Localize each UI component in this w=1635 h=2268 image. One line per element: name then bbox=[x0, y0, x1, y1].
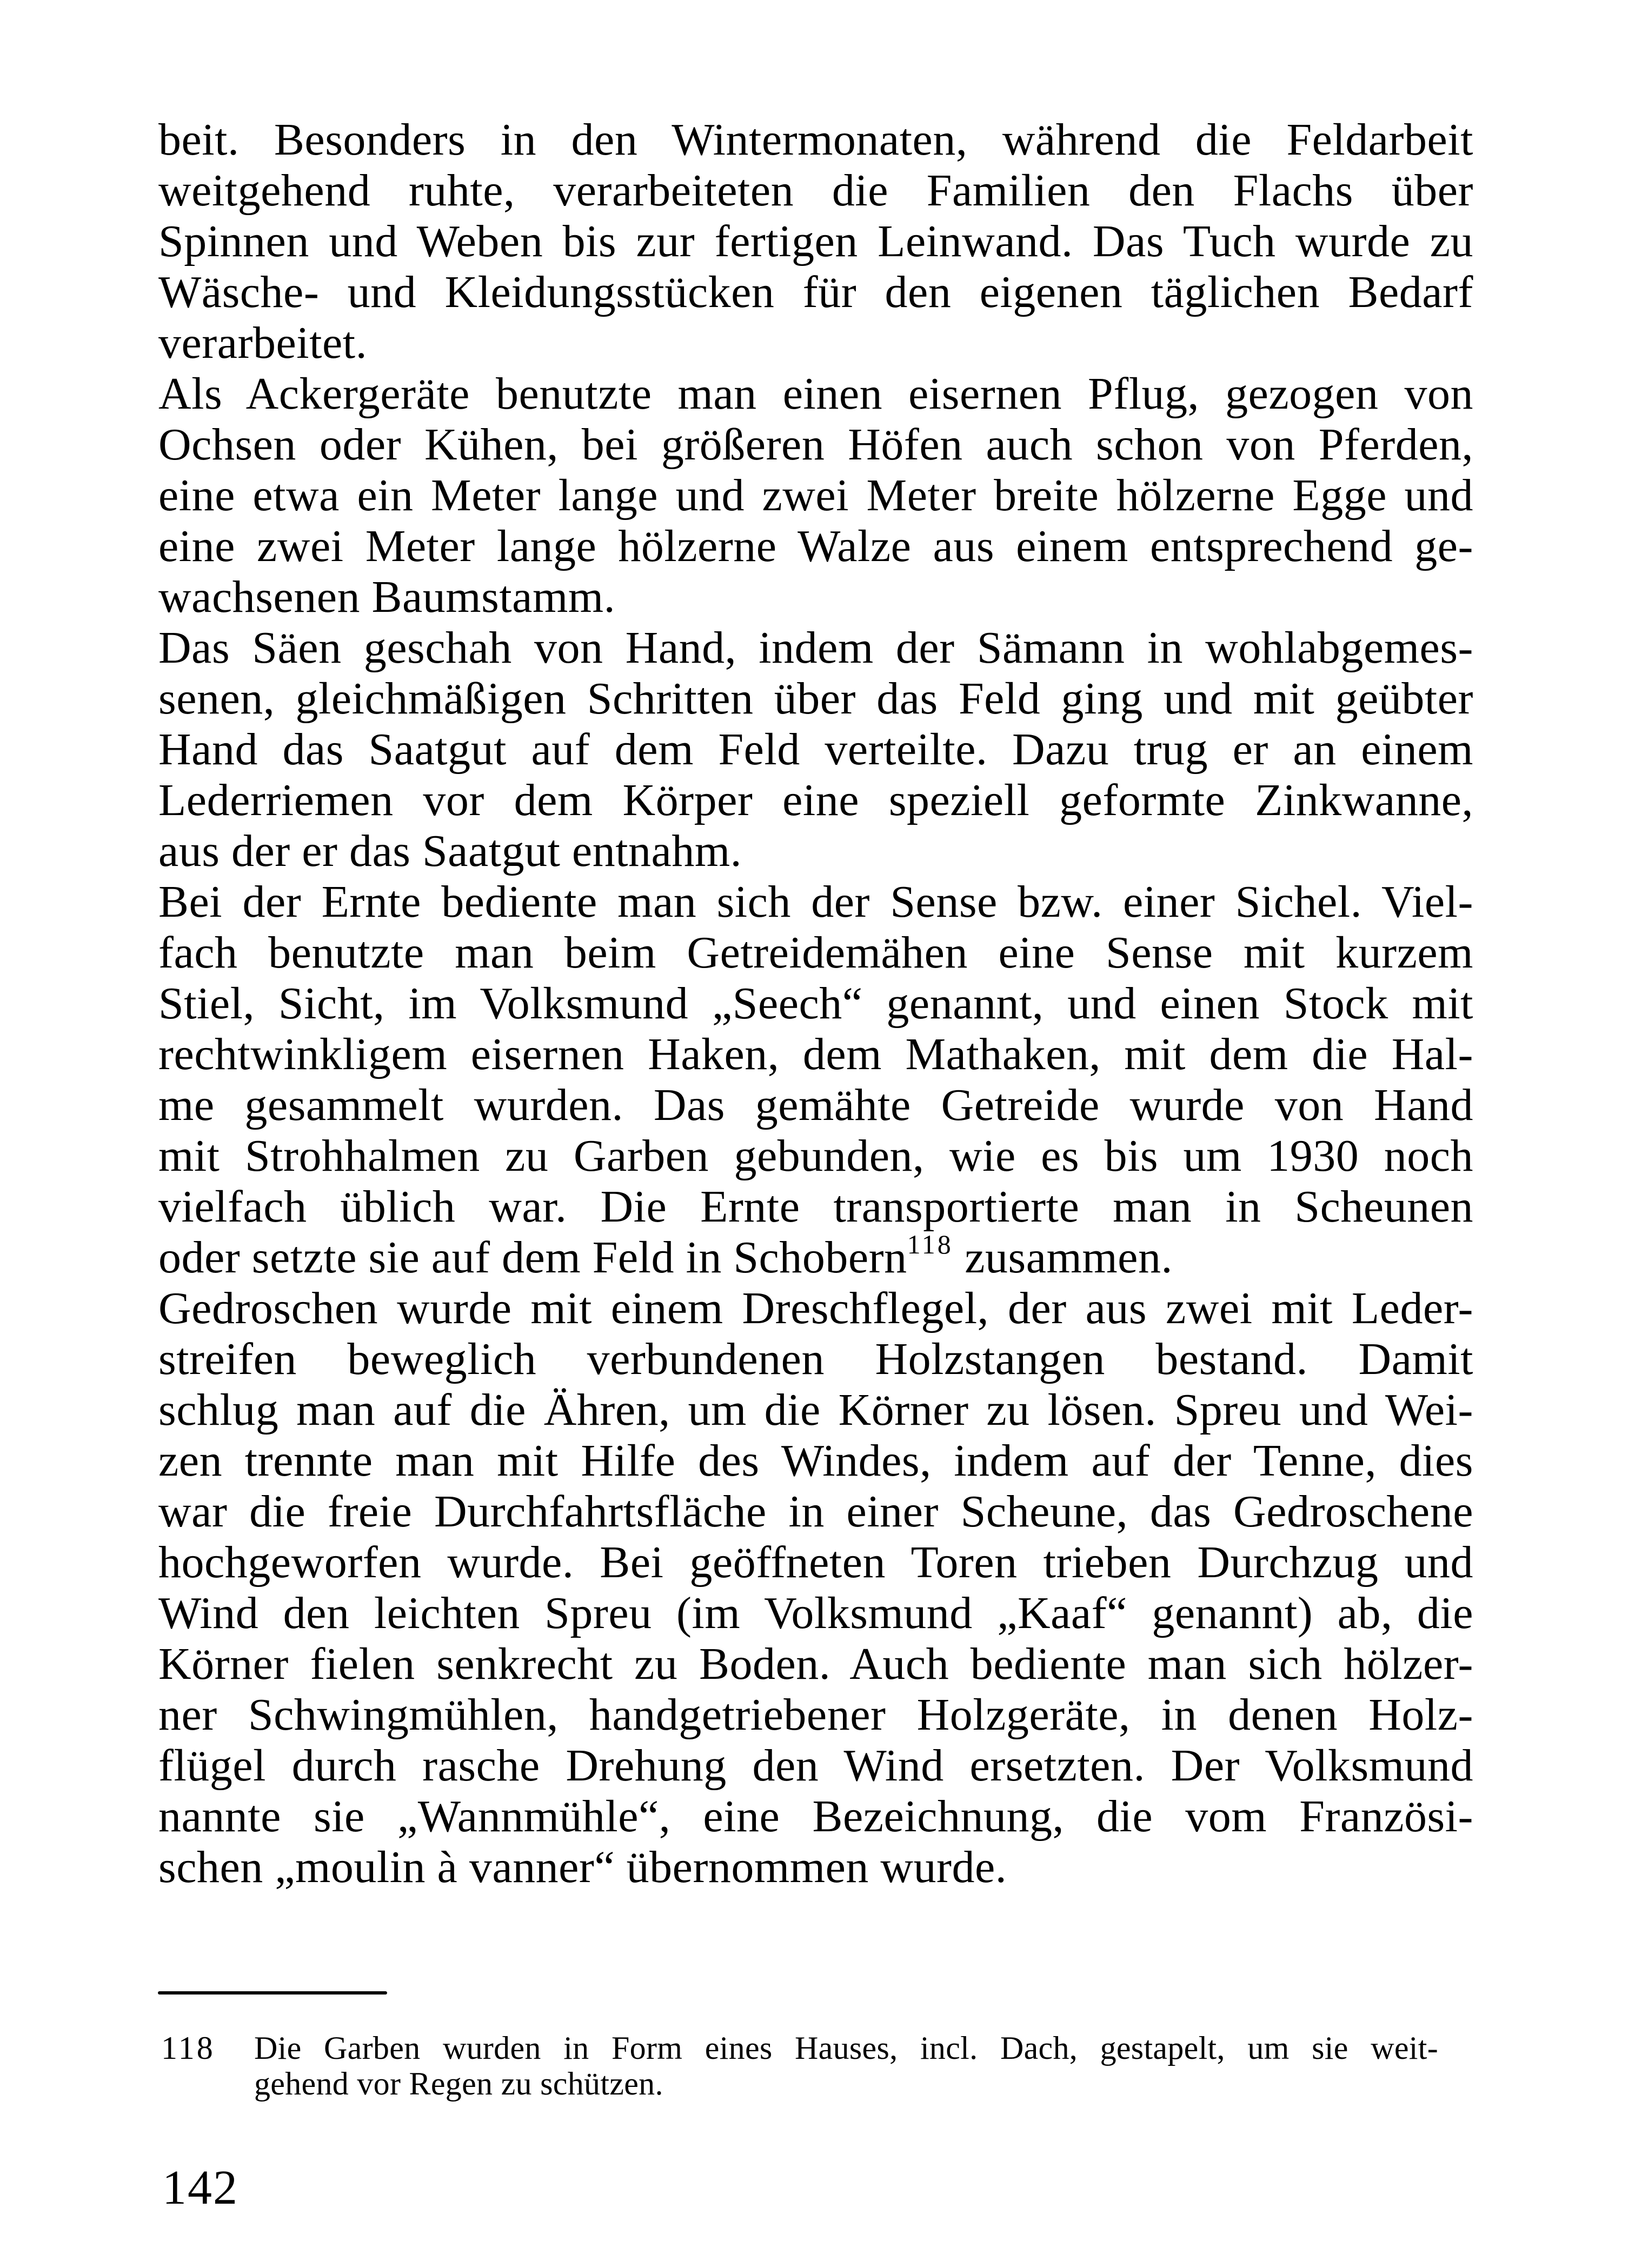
text-line: Stiel, Sicht, im Volksmund „Seech“ genannt, und einen Stock mit bbox=[158, 978, 1473, 1029]
text-line bbox=[158, 1229, 1473, 1283]
text-line: fach benutzte man beim Getreidemähen eine Sense mit kurzem bbox=[158, 928, 1473, 978]
paragraph bbox=[158, 115, 1473, 369]
text-fragment: zusammen. bbox=[953, 1232, 1173, 1283]
text-line: weitgehend ruhte, verarbeiteten die Familien den Flachs über bbox=[158, 165, 1473, 216]
text-line: Ochsen oder Kühen, bei größeren Höfen auch schon von Pferden, bbox=[158, 419, 1473, 470]
paragraph bbox=[158, 623, 1473, 877]
body-text bbox=[158, 115, 1473, 1893]
footnote-line: Die Garben wurden in Form eines Hauses, incl. Dach, gestapelt, um sie weit- bbox=[254, 2030, 1438, 2066]
text-line: schen „moulin à vanner“ übernommen wurde. bbox=[158, 1842, 1007, 1892]
text-line: flügel durch rasche Drehung den Wind ersetzten. Der Volksmund bbox=[158, 1740, 1473, 1791]
text-line: Bei der Ernte bediente man sich der Sense bzw. einer Sichel. Viel- bbox=[158, 877, 1473, 927]
text-fragment: oder setzte sie auf dem Feld in Schobern bbox=[158, 1232, 907, 1283]
text-line: Hand das Saatgut auf dem Feld verteilte. Dazu trug er an einem bbox=[158, 724, 1473, 775]
text-line: Gedroschen wurde mit einem Dreschflegel, der aus zwei mit Leder- bbox=[158, 1283, 1473, 1333]
text-line: mit Strohhalmen zu Garben gebunden, wie es bis um 1930 noch bbox=[158, 1131, 1473, 1181]
footnote-line: gehend vor Regen zu schützen. bbox=[254, 2066, 663, 2102]
text-line: Lederriemen vor dem Körper eine speziell geformte Zinkwanne, bbox=[158, 775, 1473, 825]
text-line: Als Ackergeräte benutzte man einen eisernen Pflug, gezogen von bbox=[158, 369, 1473, 419]
text-line: wachsenen Baumstamm. bbox=[158, 572, 616, 622]
text-line: nannte sie „Wannmühle“, eine Bezeichnung, die vom Französi- bbox=[158, 1791, 1473, 1842]
text-line: Wind den leichten Spreu (im Volksmund „Kaaf“ genannt) ab, die bbox=[158, 1588, 1473, 1638]
text-line: aus der er das Saatgut entnahm. bbox=[158, 826, 742, 876]
text-line: me gesammelt wurden. Das gemähte Getreide wurde von Hand bbox=[158, 1080, 1473, 1130]
text-line: beit. Besonders in den Wintermonaten, während die Feldarbeit bbox=[158, 115, 1473, 165]
text-line: ner Schwingmühlen, handgetriebener Holzgeräte, in denen Holz- bbox=[158, 1690, 1473, 1740]
text-line: schlug man auf die Ähren, um die Körner zu lösen. Spreu und Wei- bbox=[158, 1385, 1473, 1435]
footnote-number: 118 bbox=[161, 2030, 215, 2066]
text-line: war die freie Durchfahrtsfläche in einer Scheune, das Gedroschene bbox=[158, 1486, 1473, 1537]
text-line: verarbeitet. bbox=[158, 318, 368, 368]
text-line: rechtwinkligem eisernen Haken, dem Mathaken, mit dem die Hal- bbox=[158, 1029, 1473, 1079]
text-line: hochgeworfen wurde. Bei geöffneten Toren trieben Durchzug und bbox=[158, 1537, 1473, 1587]
text-line: Wäsche- und Kleidungsstücken für den eigenen täglichen Bedarf bbox=[158, 267, 1473, 317]
paragraph bbox=[158, 369, 1473, 623]
footnote-reference[interactable]: 118 bbox=[907, 1229, 953, 1259]
text-line: Das Säen geschah von Hand, indem der Sämann in wohlabgemes- bbox=[158, 623, 1473, 673]
footnote-divider bbox=[158, 1991, 387, 1994]
page-number: 142 bbox=[162, 2161, 238, 2214]
text-line: Körner fielen senkrecht zu Boden. Auch bediente man sich hölzer- bbox=[158, 1639, 1473, 1689]
text-line: zen trennte man mit Hilfe des Windes, indem auf der Tenne, dies bbox=[158, 1436, 1473, 1486]
text-line: vielfach üblich war. Die Ernte transportierte man in Scheunen bbox=[158, 1182, 1473, 1232]
text-line: eine etwa ein Meter lange und zwei Meter breite hölzerne Egge und bbox=[158, 470, 1473, 521]
paragraph bbox=[158, 877, 1473, 1283]
footnote-text bbox=[254, 2030, 1438, 2102]
text-line: eine zwei Meter lange hölzerne Walze aus einem entsprechend ge- bbox=[158, 521, 1473, 571]
text-line: senen, gleichmäßigen Schritten über das Feld ging und mit geübter bbox=[158, 673, 1473, 724]
paragraph bbox=[158, 1283, 1473, 1893]
text-line: streifen beweglich verbundenen Holzstangen bestand. Damit bbox=[158, 1334, 1473, 1384]
text-line: Spinnen und Weben bis zur fertigen Leinwand. Das Tuch wurde zu bbox=[158, 216, 1473, 266]
